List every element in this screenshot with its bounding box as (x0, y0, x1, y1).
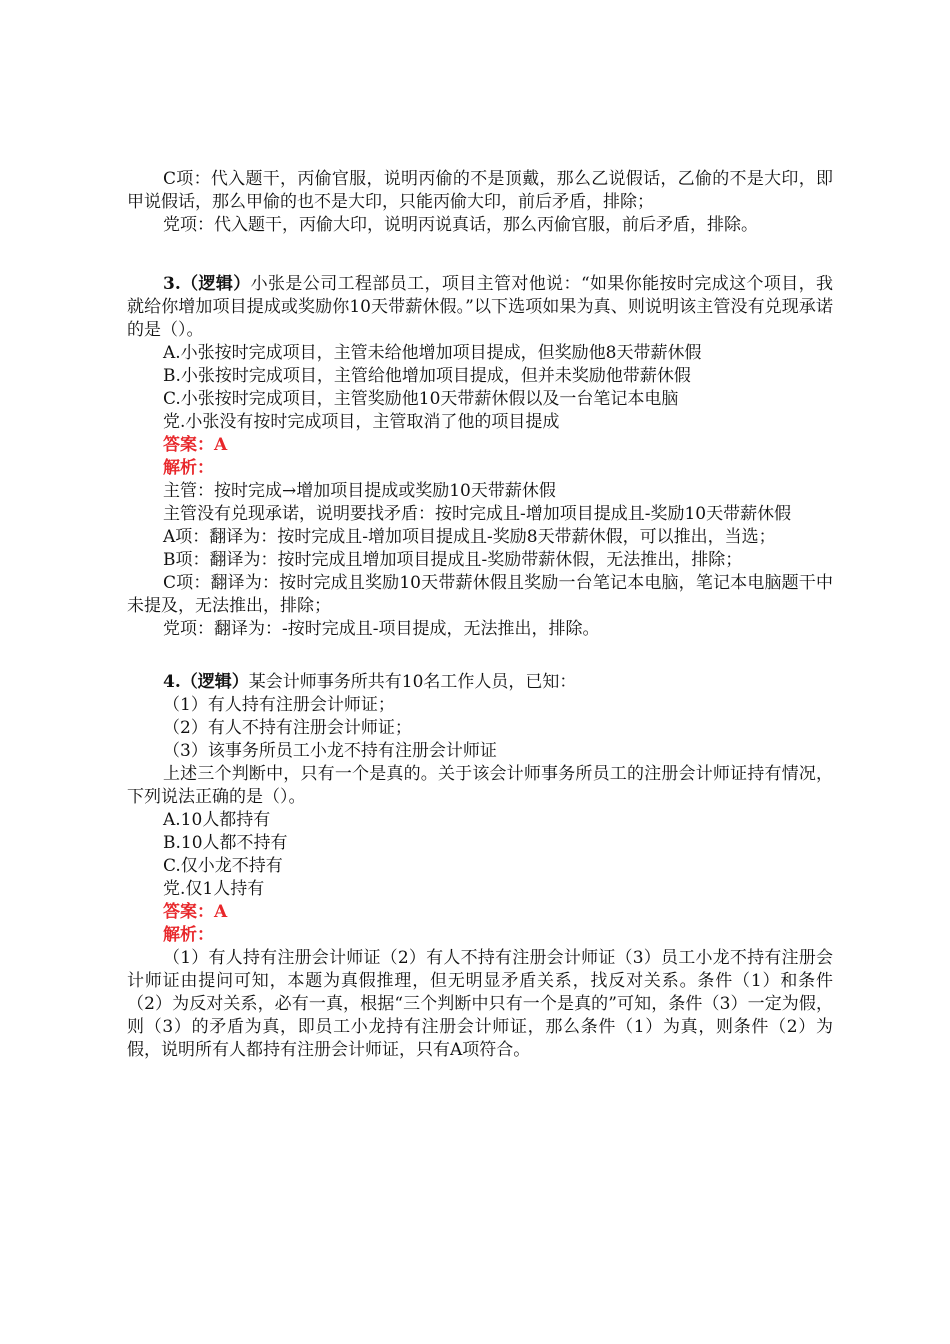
q4-option-a: A.10人都持有 (163, 810, 271, 830)
q4-option-c: C.仅小龙不持有 (163, 856, 283, 876)
q4-number: 4.（逻辑） (163, 672, 249, 692)
q3-analysis-line: 党项：翻译为：-按时完成且-项目提成，无法推出，排除。 (163, 619, 600, 639)
q3-option-d: 党.小张没有按时完成项目，主管取消了他的项目提成 (163, 412, 560, 432)
q3-option-a: A.小张按时完成项目，主管未给他增加项目提成，但奖励他8天带薪休假 (163, 343, 702, 363)
q3-analysis-label: 解析： (163, 458, 214, 478)
q3-analysis-line: A项：翻译为：按时完成且-增加项目提成且-奖励8天带薪休假，可以推出，当选； (163, 527, 776, 547)
q4-condition: （1）有人持有注册会计师证； (163, 695, 395, 715)
q4-analysis: （1）有人持有注册会计师证（2）有人不持有注册会计师证（3）员工小龙不持有注册会计师证由提问可知，本题为真假推理，但无明显矛盾关系，找反对关系。条件（1）和条件（2）为反对关系，必有一真，根据“三个判断中只有一个是真的”可知，条件（3）一定为假，则（3）的矛盾为真，即员工小龙持有注册会计师证，那么条件（1）为真，则条件（2）为假，说明所有人都持有注册会计师证，只有A项符合。 (127, 948, 833, 1060)
q4-option-b: B.10人都不持有 (163, 833, 288, 853)
q3-answer: 答案：A (163, 435, 228, 455)
q4-question: 上述三个判断中，只有一个是真的。关于该会计师事务所员工的注册会计师证持有情况，下列说法正确的是（）。 (127, 764, 833, 807)
q4-answer: 答案：A (163, 902, 228, 922)
q4-option-d: 党.仅1人持有 (163, 879, 265, 899)
q3-stem-text: 小张是公司工程部员工，项目主管对他说：“如果你能按时完成这个项目，我就给你增加项目提成或奖励你10天带薪休假。”以下选项如果为真、则说明该主管没有兑现承诺的是（）。 (127, 274, 833, 340)
q4-stem (127, 671, 833, 694)
q3-stem (127, 273, 833, 342)
q3-analysis-line: 主管没有兑现承诺，说明要找矛盾：按时完成且-增加项目提成且-奖励10天带薪休假 (163, 504, 792, 524)
document-body (127, 168, 833, 1062)
q4-condition: （2）有人不持有注册会计师证； (163, 718, 412, 738)
q3-option-c: C.小张按时完成项目，主管奖励他10天带薪休假以及一台笔记本电脑 (163, 389, 679, 409)
q3-number: 3.（逻辑） (163, 274, 251, 294)
q4-condition: （3）该事务所员工小龙不持有注册会计师证 (163, 741, 497, 761)
q4-stem-text: 某会计师事务所共有10名工作人员，已知： (248, 672, 577, 692)
q3-analysis-line: C项：翻译为：按时完成且奖励10天带薪休假且奖励一台笔记本电脑，笔记本电脑题干中未提及，无法推出，排除； (127, 573, 833, 616)
q3-option-b: B.小张按时完成项目，主管给他增加项目提成，但并未奖励他带薪休假 (163, 366, 691, 386)
q4-analysis-label: 解析： (163, 925, 214, 945)
q3-analysis-line: 主管：按时完成→增加项目提成或奖励10天带薪休假 (163, 481, 556, 501)
q2-option-d-analysis: 党项：代入题干，丙偷大印，说明丙说真话，那么丙偷官服，前后矛盾，排除。 (163, 215, 758, 235)
q3-analysis-line: B项：翻译为：按时完成且增加项目提成且-奖励带薪休假，无法推出，排除； (163, 550, 743, 570)
q2-option-c-analysis: C项：代入题干，丙偷官服，说明丙偷的不是顶戴，那么乙说假话，乙偷的不是大印，即甲说假话，那么甲偷的也不是大印，只能丙偷大印，前后矛盾，排除； (127, 169, 833, 212)
